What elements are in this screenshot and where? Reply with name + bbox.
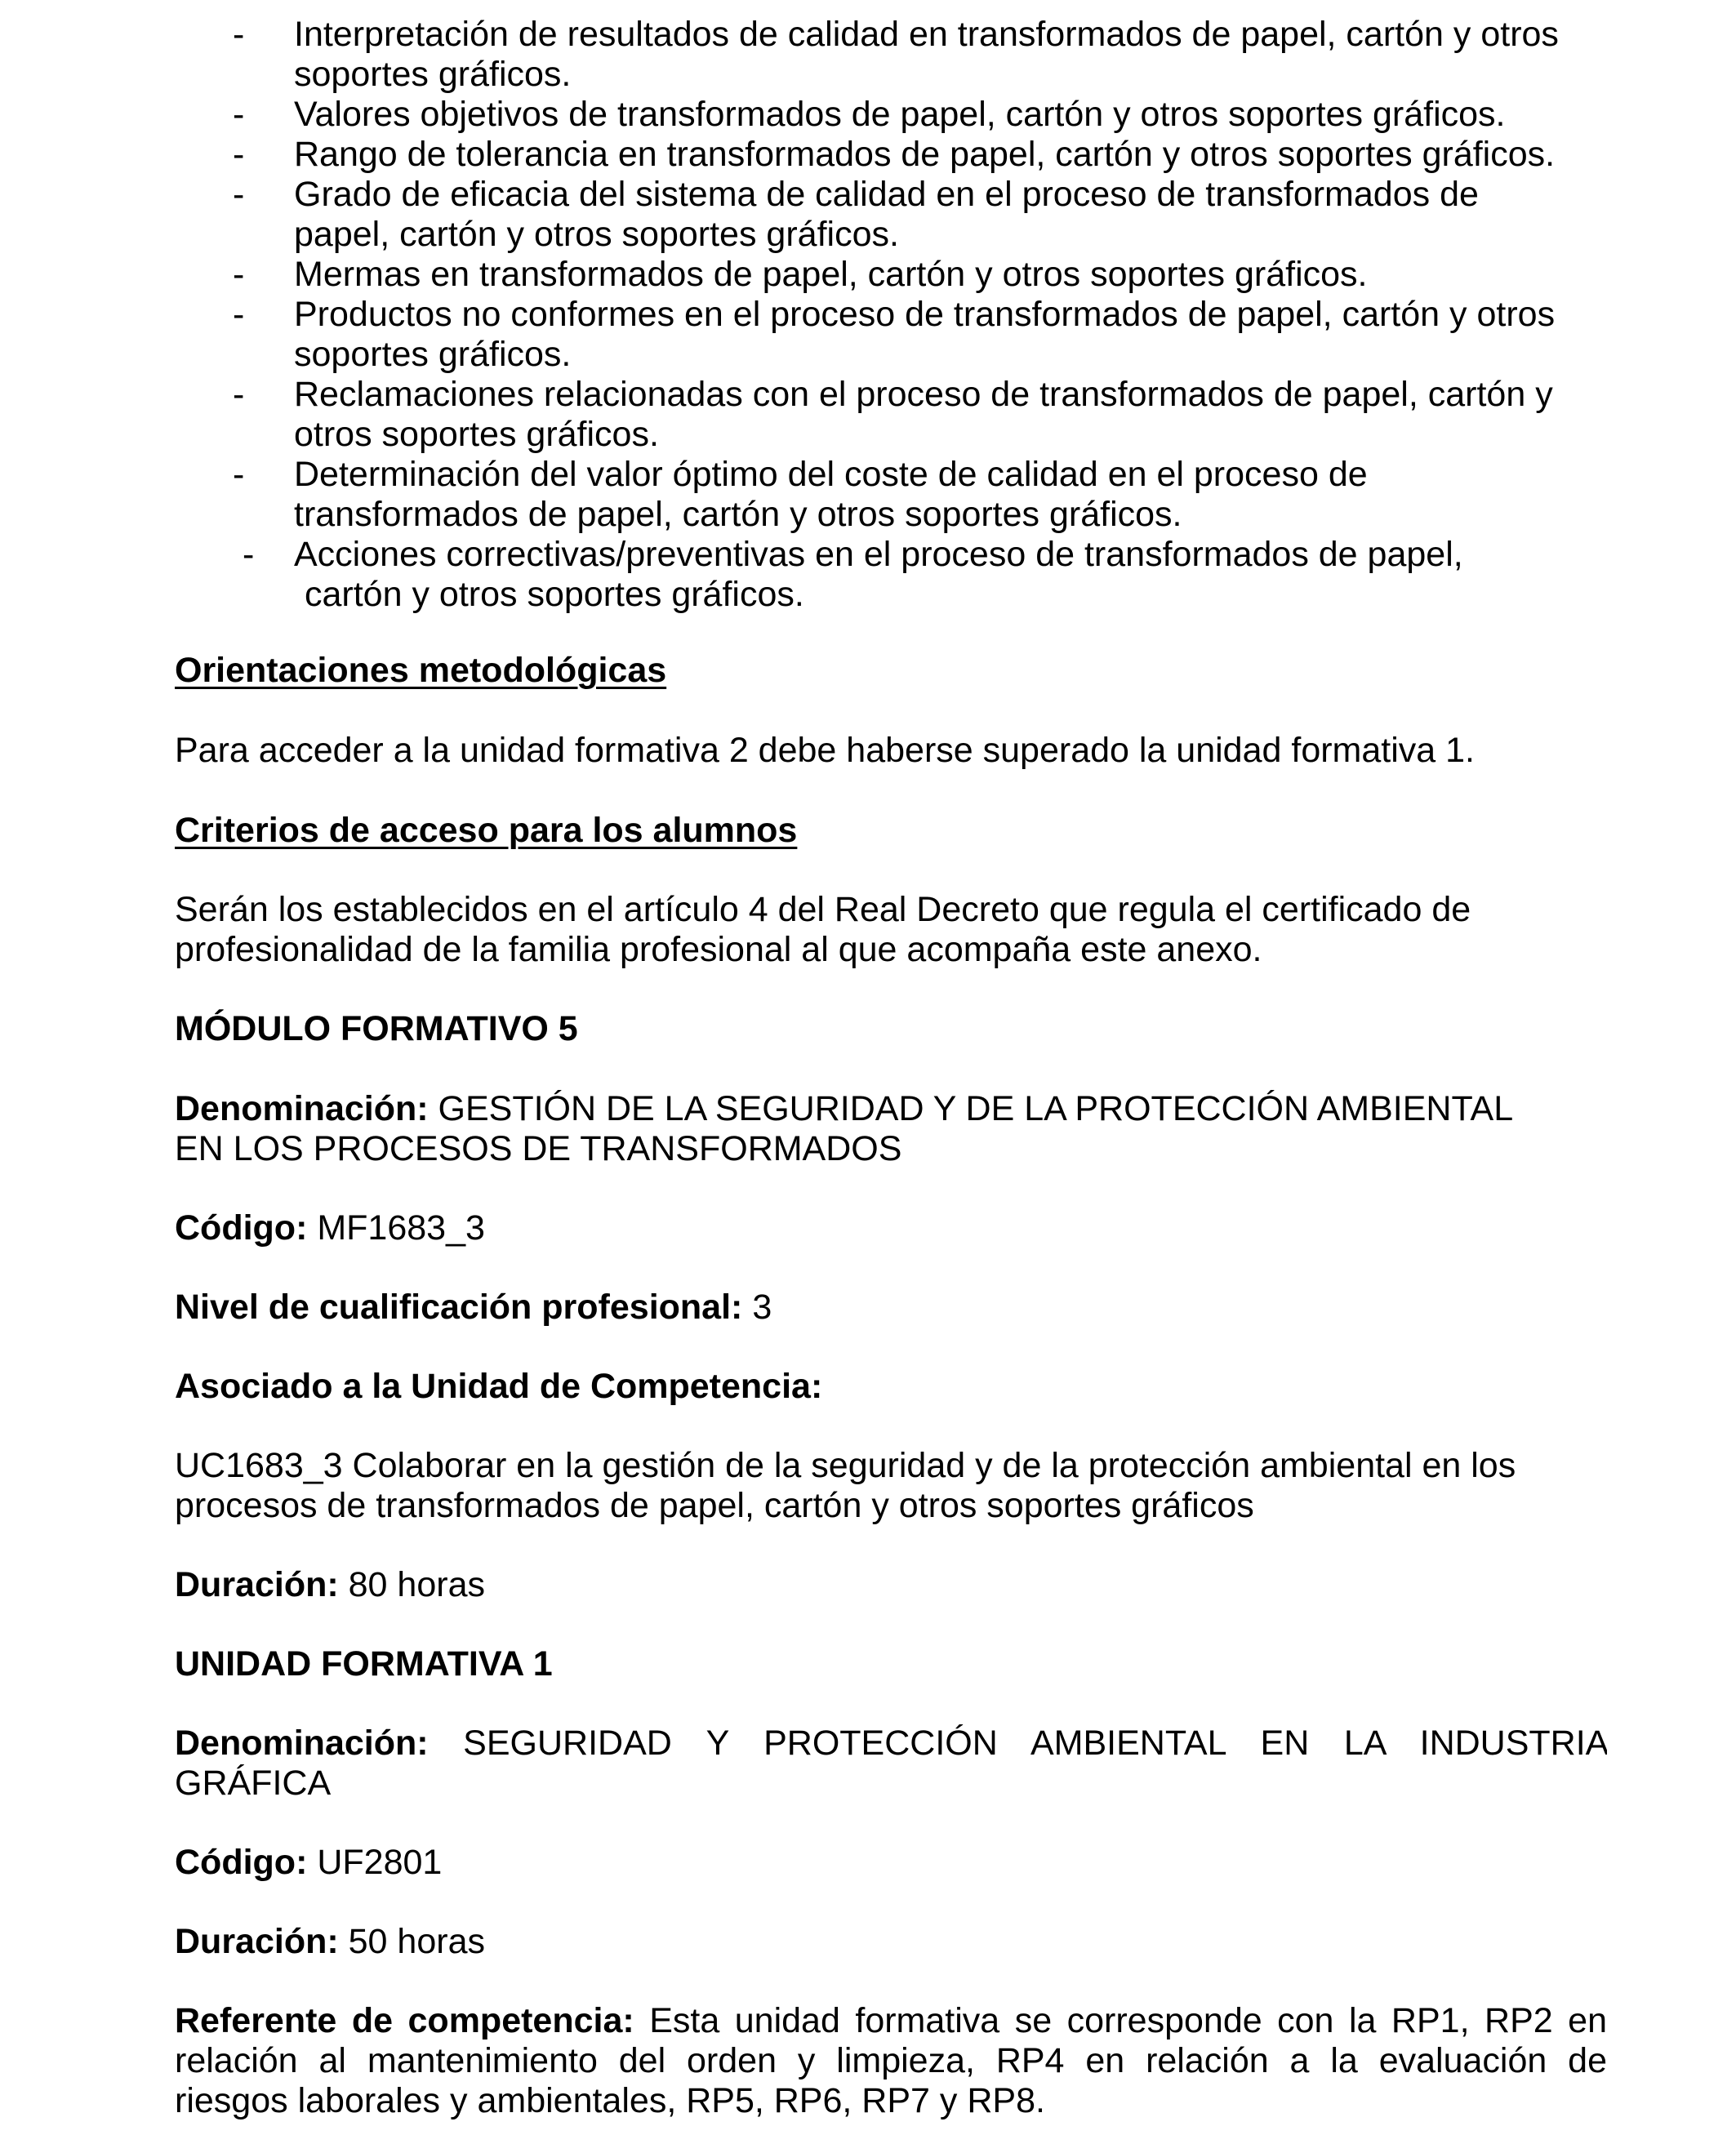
modulo-denominacion bbox=[175, 1089, 1612, 1169]
duracion-value: 50 horas bbox=[348, 1922, 485, 1961]
list-item bbox=[0, 175, 1633, 255]
orientaciones-heading: Orientaciones metodológicas bbox=[175, 651, 667, 690]
unidad-duracion bbox=[175, 1922, 1612, 1962]
list-item bbox=[0, 95, 1633, 135]
nivel-label: Nivel de cualificación profesional: bbox=[175, 1288, 743, 1327]
list-item bbox=[0, 15, 1633, 95]
list-dash: - bbox=[243, 535, 255, 574]
codigo-label: Código: bbox=[175, 1843, 308, 1882]
orientaciones-text: Para acceder a la unidad formativa 2 debe haberse superado la unidad formativa 1. bbox=[175, 731, 1476, 770]
duracion-label: Duración: bbox=[175, 1922, 339, 1961]
list-item-text: soportes gráficos. bbox=[294, 335, 572, 374]
unidad-referente bbox=[175, 2001, 1607, 2121]
denominacion-label: Denominación: bbox=[175, 1089, 429, 1128]
codigo-value: UF2801 bbox=[317, 1843, 443, 1882]
list-dash: - bbox=[233, 15, 245, 54]
modulo-duracion bbox=[175, 1565, 1612, 1605]
list-item-text: Grado de eficacia del sistema de calidad en el proceso de transformados de bbox=[294, 175, 1479, 214]
referente-line: riesgos laborales y ambientales, RP5, RP6, RP7 y RP8. bbox=[175, 2081, 1045, 2120]
list-item-text: otros soportes gráficos. bbox=[294, 415, 659, 454]
list-item bbox=[0, 535, 1633, 615]
unidad-denominacion-line bbox=[175, 1724, 1607, 1764]
list-dash: - bbox=[233, 135, 245, 174]
uc-line: UC1683_3 Colaborar en la gestión de la seguridad y de la protección ambiental en los bbox=[175, 1446, 1516, 1485]
uc-line: procesos de transformados de papel, cartón y otros soportes gráficos bbox=[175, 1486, 1254, 1525]
denominacion-value: SEGURIDAD Y PROTECCIÓN AMBIENTAL EN LA INDUSTRIA bbox=[463, 1724, 1607, 1763]
referente-label: Referente de competencia: bbox=[175, 2001, 634, 2040]
unidad-denominacion bbox=[175, 1724, 1607, 1804]
list-dash: - bbox=[233, 375, 245, 414]
list-dash: - bbox=[233, 295, 245, 334]
unidad-codigo bbox=[175, 1843, 1612, 1883]
asociado-label: Asociado a la Unidad de Competencia: bbox=[175, 1367, 823, 1406]
referente-line: relación al mantenimiento del orden y limpieza, RP4 en relación a la evaluación de bbox=[175, 2041, 1607, 2080]
modulo-nivel bbox=[175, 1288, 1612, 1328]
list-item-text: Acciones correctivas/preventivas en el proceso de transformados de papel, bbox=[294, 535, 1463, 574]
list-dash: - bbox=[233, 455, 245, 494]
criterios-line: Serán los establecidos en el artículo 4 del Real Decreto que regula el certificado de bbox=[175, 890, 1471, 929]
codigo-value: MF1683_3 bbox=[317, 1208, 485, 1248]
referente-line bbox=[175, 2001, 1607, 2041]
denominacion-value: GESTIÓN DE LA SEGURIDAD Y DE LA PROTECCIÓN AMBIENTAL bbox=[438, 1089, 1514, 1128]
list-dash: - bbox=[233, 255, 245, 294]
criterios-heading: Criterios de acceso para los alumnos bbox=[175, 811, 798, 850]
denominacion-value: GRÁFICA bbox=[175, 1764, 332, 1803]
list-item-text: Valores objetivos de transformados de papel, cartón y otros soportes gráficos. bbox=[294, 95, 1506, 134]
duracion-value: 80 horas bbox=[348, 1565, 485, 1604]
denominacion-value: EN LOS PROCESOS DE TRANSFORMADOS bbox=[175, 1129, 902, 1168]
unidad-title: UNIDAD FORMATIVA 1 bbox=[175, 1644, 553, 1684]
criterios-text bbox=[175, 890, 1612, 970]
list-item-text: transformados de papel, cartón y otros soportes gráficos. bbox=[294, 495, 1182, 534]
list-item-text: Determinación del valor óptimo del coste de calidad en el proceso de bbox=[294, 455, 1368, 494]
modulo-title: MÓDULO FORMATIVO 5 bbox=[175, 1009, 578, 1048]
list-item bbox=[0, 455, 1633, 535]
list-item-text: soportes gráficos. bbox=[294, 55, 572, 94]
list-item-text: cartón y otros soportes gráficos. bbox=[305, 575, 804, 614]
referente-value: Esta unidad formativa se corresponde con la RP1, RP2 en bbox=[649, 2001, 1607, 2040]
list-item-text: papel, cartón y otros soportes gráficos. bbox=[294, 215, 899, 254]
denominacion-label: Denominación: bbox=[175, 1724, 429, 1763]
uc-text bbox=[175, 1446, 1612, 1526]
nivel-value: 3 bbox=[752, 1288, 772, 1327]
list-item bbox=[0, 135, 1633, 175]
list-dash: - bbox=[233, 175, 245, 214]
list-item bbox=[0, 255, 1633, 295]
list-item-text: Mermas en transformados de papel, cartón y otros soportes gráficos. bbox=[294, 255, 1368, 294]
contents-list bbox=[0, 15, 1736, 615]
list-item-text: Productos no conformes en el proceso de transformados de papel, cartón y otros bbox=[294, 295, 1556, 334]
list-item-text: Reclamaciones relacionadas con el proceso de transformados de papel, cartón y bbox=[294, 375, 1553, 414]
duracion-label: Duración: bbox=[175, 1565, 339, 1604]
list-item bbox=[0, 295, 1633, 375]
list-item-text: Rango de tolerancia en transformados de papel, cartón y otros soportes gráficos. bbox=[294, 135, 1556, 174]
list-item bbox=[0, 375, 1633, 455]
criterios-line: profesionalidad de la familia profesional al que acompaña este anexo. bbox=[175, 930, 1262, 969]
codigo-label: Código: bbox=[175, 1208, 308, 1248]
modulo-codigo bbox=[175, 1208, 1612, 1248]
list-dash: - bbox=[233, 95, 245, 134]
list-item-text: Interpretación de resultados de calidad en transformados de papel, cartón y otros bbox=[294, 15, 1559, 54]
